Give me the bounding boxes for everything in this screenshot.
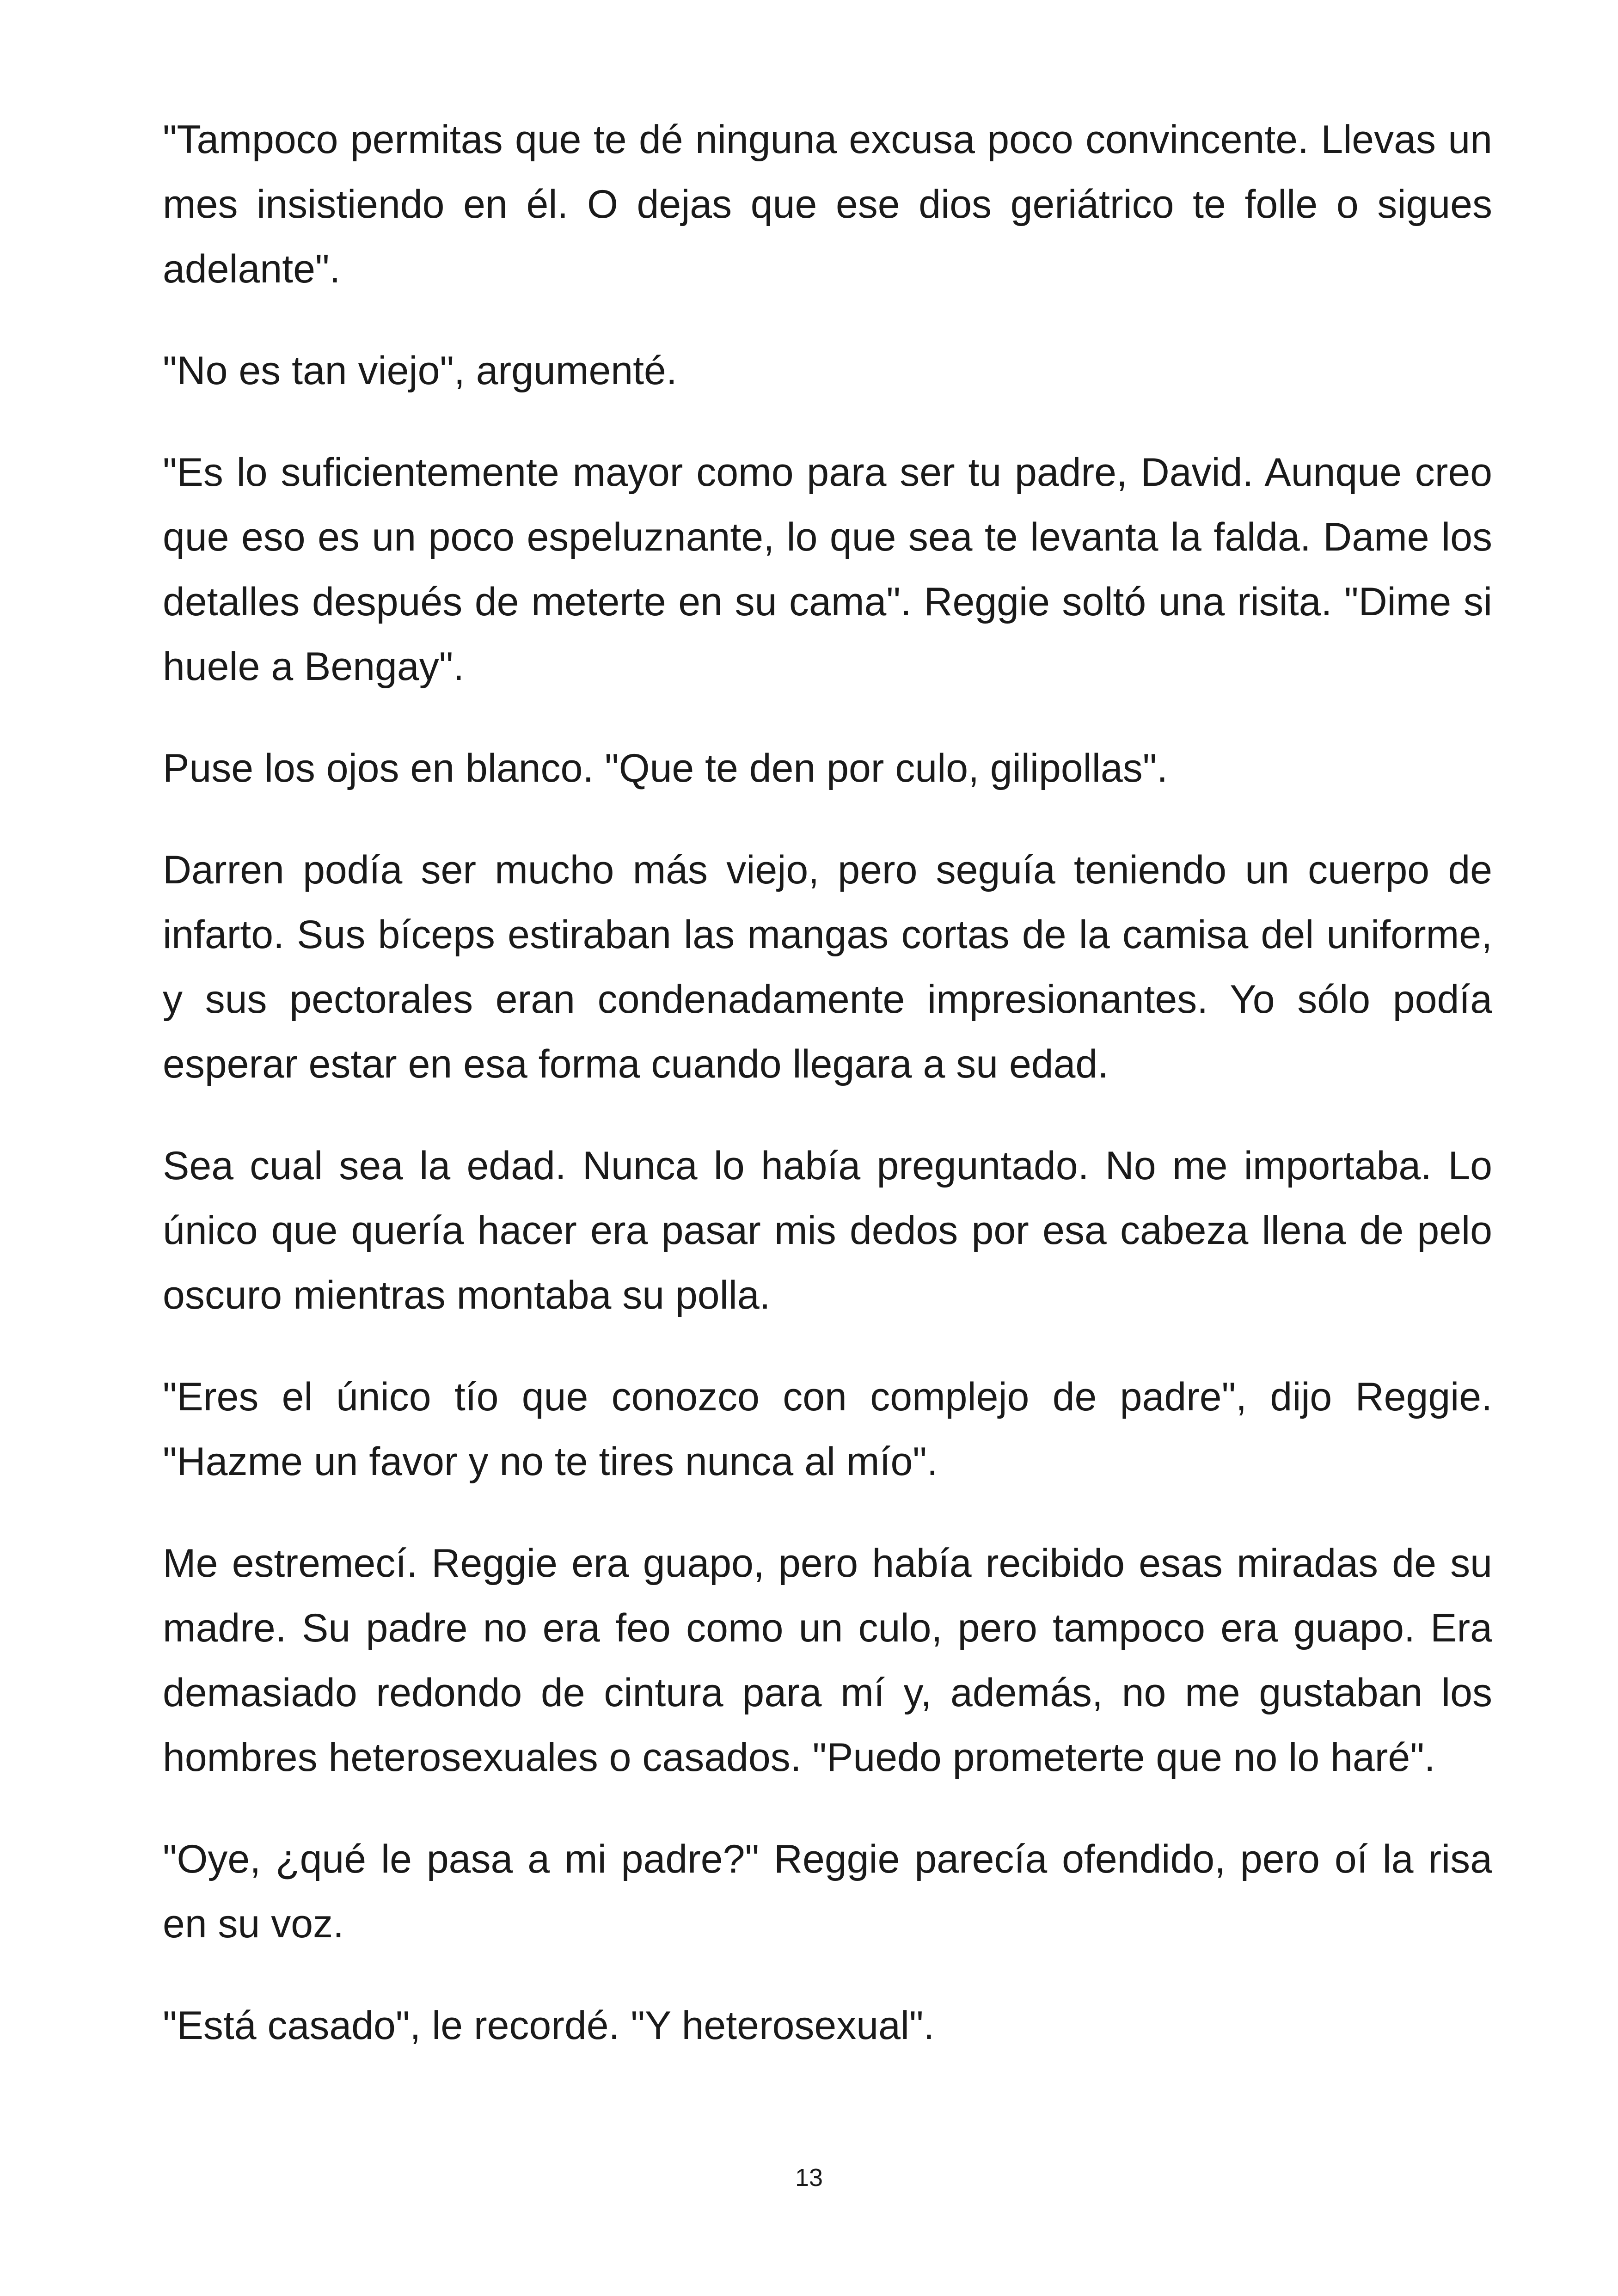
paragraph: "No es tan viejo", argumenté. [163,349,677,393]
page-number: 13 [795,2164,823,2192]
paragraph: Darren podía ser mucho más viejo, pero seguía teniendo un cuerpo de infarto. Sus bíceps estiraban las mangas cortas de la camisa del uniforme, y sus pectorales eran condenadamente impresionantes. Yo sólo podía esperar estar en esa forma cuando llegara a su edad. [163,848,1492,1086]
paragraph: "Oye, ¿qué le pasa a mi padre?" Reggie parecía ofendido, pero oí la risa en su voz. [163,1837,1492,1946]
paragraph: Puse los ojos en blanco. "Que te den por culo, gilipollas". [163,746,1168,790]
paragraph: Sea cual sea la edad. Nunca lo había preguntado. No me importaba. Lo único que quería hacer era pasar mis dedos por esa cabeza llena de pelo oscuro mientras montaba su polla. [163,1144,1492,1317]
paragraph: "Es lo suficientemente mayor como para ser tu padre, David. Aunque creo que eso es un poco espeluznante, lo que sea te levanta la falda. Dame los detalles después de meterte en su cama". Reggie soltó una risita. "Dime si huele a Bengay". [163,450,1492,689]
paragraph: Me estremecí. Reggie era guapo, pero había recibido esas miradas de su madre. Su padre no era feo como un culo, pero tampoco era guapo. Era demasiado redondo de cintura para mí y, además, no me gustaban los hombres heterosexuales o casados. "Puedo prometerte que no lo haré". [163,1541,1492,1780]
paragraph: "Tampoco permitas que te dé ninguna excusa poco convincente. Llevas un mes insistiendo en él. O dejas que ese dios geriátrico te folle o sigues adelante". [163,117,1492,291]
paragraph: "Eres el único tío que conozco con complejo de padre", dijo Reggie. "Hazme un favor y no te tires nunca al mío". [163,1375,1492,1484]
paragraph: "Está casado", le recordé. "Y heterosexual". [163,2003,935,2048]
text-body [163,107,1492,2095]
